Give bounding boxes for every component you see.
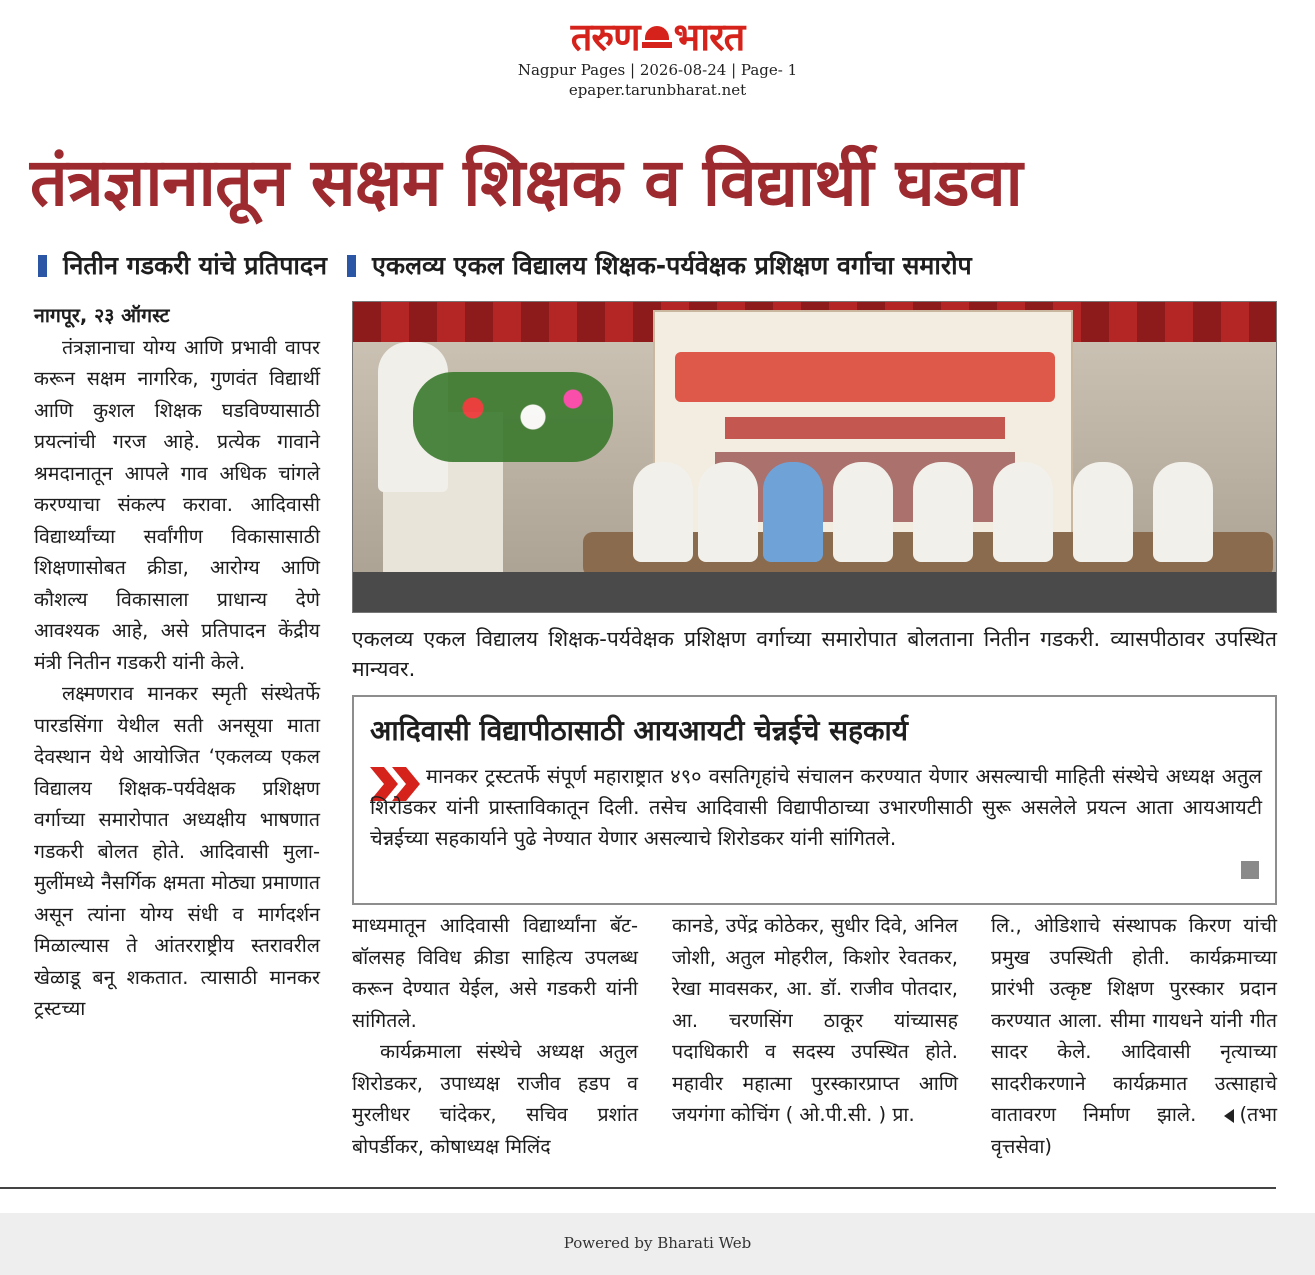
triangle-left-icon [1224, 1109, 1234, 1123]
paragraph: कार्यक्रमाला संस्थेचे अध्यक्ष अतुल शिरोडकर, उपाध्यक्ष राजीव हडप व मुरलीधर चांदेकर, सचिव प्रशांत बोपर्डीकर, कोषाध्यक्ष मिलिंद [352, 1040, 638, 1158]
article-column-3 [672, 910, 958, 1131]
photo-caption: एकलव्य एकल विद्यालय शिक्षक-पर्यवेक्षक प्रशिक्षण वर्गाच्या समारोपात बोलताना नितीन गडकरी. व्यासपीठावर उपस्थित मान्यवर. [352, 627, 1277, 681]
paragraph: माध्यमातून आदिवासी विद्यार्थ्यांना बॅट-बॉलसह विविध क्रीडा साहित्य उपलब्ध करून देण्यात येईल, असे गडकरी यांनी सांगितले. [352, 914, 638, 1032]
bullet-square-icon [38, 255, 47, 277]
sidebar-box [352, 695, 1277, 905]
guest-figure [833, 462, 893, 562]
event-photo [352, 301, 1277, 613]
logo-text-left: तरुण [570, 15, 640, 59]
logo-text-right: भारत [673, 15, 745, 59]
guest-figure [913, 462, 973, 562]
box-body [370, 761, 1262, 854]
article-column-2 [352, 910, 638, 1162]
paragraph: तंत्रज्ञानाचा योग्य आणि प्रभावी वापर करून सक्षम नागरिक, गुणवंत विद्यार्थी आणि कुशल शिक्षक घडविण्यासाठी प्रयत्नांची गरज आहे. प्रत्येक गावाने श्रमदानातून आपले गाव अधिक चांगले करण्याचा संकल्प करावा. आदिवासी विद्यार्थ्यांच्या सर्वांगीण विकासासाठी शिक्षणासोबत क्रीडा, आरोग्य आणि कौशल्य विकासाला प्राधान्य देणे आवश्यक आहे, असे प्रतिपादन केंद्रीय मंत्री नितीन गडकरी यांनी केले. [34, 335, 320, 674]
end-mark-icon [1241, 861, 1259, 879]
paragraph: लक्ष्मणराव मानकर स्मृती संस्थेतर्फे पारडसिंगा येथील सती अनसूया माता देवस्थान येथे आयोजित ‘एकलव्य एकल विद्यालय शिक्षक-पर्यवेक्षक प्रशिक्षण वर्गाच्या समारोपात अध्यक्षीय भाषणात गडकरी बोलत होते. आदिवासी मुला-मुलींमध्ये नैसर्गिक क्षमता मोठ्या प्रमाणात असून त्यांना योग्य संधी व मार्गदर्शन मिळाल्यास ते आंतरराष्ट्रीय स्तरावरील खेळाडू बनू शकतात. त्यासाठी मानकर ट्रस्टच्या [34, 682, 320, 1020]
guest-figure [763, 462, 823, 562]
edition-line: Nagpur Pages | 2026-08-24 | Page- 1 [517, 61, 798, 79]
guest-figure [633, 462, 693, 562]
bullet-square-icon [347, 255, 356, 277]
dateline: नागपूर, २३ ऑगस्ट [34, 304, 170, 327]
news-credit: (तभा वृत्तसेवा) [991, 1103, 1277, 1158]
flower-arrangement [413, 372, 613, 462]
stage-floor [353, 572, 1277, 613]
guest-figure [1073, 462, 1133, 562]
page-divider [0, 1187, 1276, 1189]
subhead-2: एकलव्य एकल विद्यालय शिक्षक-पर्यवेक्षक प्रशिक्षण वर्गाचा समारोप [372, 251, 972, 280]
subhead-1: नितीन गडकरी यांचे प्रतिपादन [63, 251, 328, 280]
box-title: आदिवासी विद्यापीठासाठी आयआयटी चेन्नईचे सहकार्य [370, 714, 908, 747]
newspaper-logo[interactable] [571, 14, 745, 60]
powered-by-link[interactable]: Powered by Bharati Web [563, 1234, 752, 1252]
guest-figure [993, 462, 1053, 562]
footer [0, 1213, 1315, 1275]
article-column-4 [991, 910, 1277, 1162]
guest-figure [698, 462, 758, 562]
article-column-1 [34, 300, 320, 1025]
guest-figure [1153, 462, 1213, 562]
paragraph-text: लि., ओडिशाचे संस्थापक किरण यांची प्रमुख उपस्थिती होती. कार्यक्रमाच्या प्रारंभी उत्कृष्ट शिक्षण पुरस्कार प्रदान करण्यात आला. सीमा गायधने यांनी गीत सादर केले. आदिवासी नृत्याच्या सादरीकरणाने कार्यक्रमात उत्साहाचे वातावरण निर्माण झाले. [991, 914, 1277, 1126]
page-headline: तंत्रज्ञानातून सक्षम शिक्षक व विद्यार्थी घडवा [30, 144, 1023, 221]
sun-emblem-icon [642, 22, 672, 52]
masthead [0, 14, 1315, 100]
subheads [38, 248, 1278, 284]
site-url[interactable]: epaper.tarunbharat.net [568, 81, 747, 99]
paragraph: कानडे, उपेंद्र कोठेकर, सुधीर दिवे, अनिल जोशी, अतुल मोहरील, किशोर रेवतकर, रेखा मावसकर, आ. डॉ. राजीव पोतदार, आ. चरणसिंग ठाकूर यांच्यासह पदाधिकारी व सदस्य उपस्थित होते. महावीर महात्मा पुरस्कारप्राप्त आणि जयगंगा कोचिंग ( ओ.पी.सी. ) प्रा. [672, 914, 958, 1126]
box-body-text: मानकर ट्रस्टतर्फे संपूर्ण महाराष्ट्रात ४९० वसतिगृहांचे संचालन करण्यात येणार असल्याची माहिती संस्थेचे अध्यक्ष अतुल शिरोडकर यांनी प्रास्ताविकातून दिली. तसेच आदिवासी विद्यापीठाच्या उभारणीसाठी सुरू असलेले प्रयत्न आता आयआयटी चेन्नईच्या सहकार्याने पुढे नेण्यात येणार असल्याचे शिरोडकर यांनी सांगितले. [370, 764, 1262, 850]
paragraph [991, 910, 1277, 1162]
